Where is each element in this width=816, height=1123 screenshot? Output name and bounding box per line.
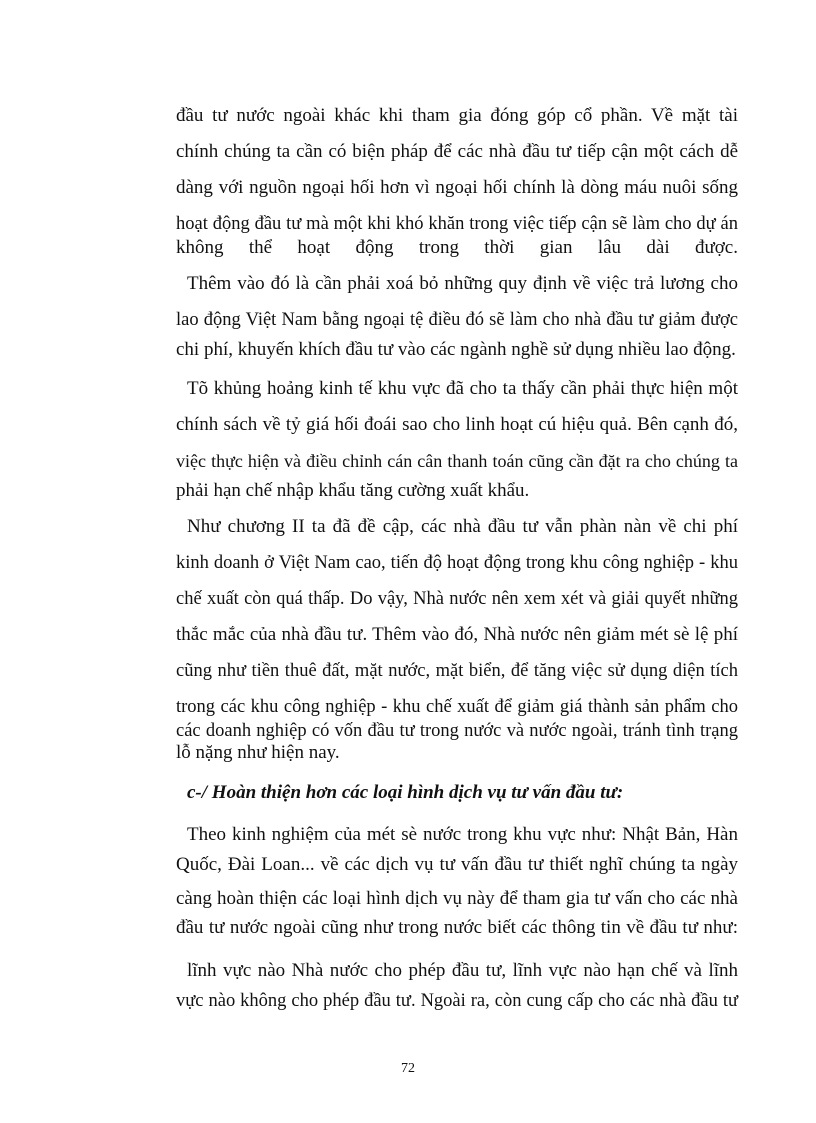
paragraph-5-line-2: Quốc, Đài Loan... về các dịch vụ tư vấn đầu tư thiết nghĩ chúng ta ngày (176, 854, 738, 875)
paragraph-1-line-5: không thể hoạt động trong thời gian lâu dài được. (176, 237, 738, 258)
paragraph-4-line-5: cũng như tiền thuê đất, mặt nước, mặt biển, để tăng việc sử dụng diện tích (176, 661, 738, 681)
paragraph-4-line-7: các doanh nghiệp có vốn đầu tư trong nước và nước ngoài, tránh tình trạng (176, 721, 738, 741)
paragraph-4-line-3: chế xuất còn quá thấp. Do vậy, Nhà nước nên xem xét và giải quyết những (176, 589, 738, 609)
paragraph-4-line-6: trong các khu công nghiệp - khu chế xuất để giảm giá thành sản phẩm cho (176, 697, 738, 717)
paragraph-5-line-3: càng hoàn thiện các loại hình dịch vụ này để tham gia tư vấn cho các nhà (176, 888, 738, 909)
page-number: 72 (401, 1061, 415, 1076)
paragraph-3-line-2: chính sách về tỷ giá hối đoái sao cho linh hoạt cú hiệu quả. Bên cạnh đó, (176, 414, 738, 435)
paragraph-2-line-3: chi phí, khuyến khích đầu tư vào các ngành nghề sử dụng nhiều lao động. (176, 339, 736, 360)
section-heading: c-/ Hoàn thiện hơn các loại hình dịch vụ tư vấn đầu tư: (187, 782, 624, 803)
paragraph-4-line-4: thắc mắc của nhà đầu tư. Thêm vào đó, Nhà nước nên giảm mét sè lệ phí (176, 624, 738, 645)
paragraph-1-line-2: chính chúng ta cần có biện pháp để các nhà đầu tư tiếp cận một cách dễ (176, 141, 738, 162)
paragraph-6-line-1: lĩnh vực nào Nhà nước cho phép đầu tư, lĩnh vực nào hạn chế và lĩnh (187, 960, 738, 981)
paragraph-2-line-2: lao động Việt Nam bằng ngoại tệ điều đó sẽ làm cho nhà đầu tư giảm được (176, 310, 738, 330)
paragraph-1-line-1: đầu tư nước ngoài khác khi tham gia đóng góp cổ phần. Về mặt tài (176, 105, 738, 126)
paragraph-4-line-1: Như chương II ta đã đề cập, các nhà đầu tư vẫn phàn nàn về chi phí (187, 516, 738, 537)
paragraph-6-line-2: vực nào không cho phép đầu tư. Ngoài ra, còn cung cấp cho các nhà đầu tư (176, 991, 738, 1011)
paragraph-5-line-1: Theo kinh nghiệm của mét sè nước trong khu vực như: Nhật Bản, Hàn (187, 824, 738, 845)
paragraph-3-line-3: việc thực hiện và điều chỉnh cán cân thanh toán cũng cần đặt ra cho chúng ta (176, 451, 738, 471)
paragraph-3-line-1: Tõ khủng hoảng kinh tế khu vực đã cho ta thấy cần phải thực hiện một (187, 378, 738, 399)
paragraph-4-line-2: kinh doanh ở Việt Nam cao, tiến độ hoạt động trong khu công nghiệp - khu (176, 553, 738, 573)
paragraph-4-line-8: lỗ nặng như hiện nay. (176, 742, 340, 763)
paragraph-3-line-4: phải hạn chế nhập khẩu tăng cường xuất khẩu. (176, 480, 530, 501)
paragraph-5-line-4: đầu tư nước ngoài cũng như trong nước biết các thông tin về đầu tư như: (176, 917, 738, 938)
paragraph-2-line-1: Thêm vào đó là cần phải xoá bỏ những quy định về việc trả lương cho (187, 273, 738, 294)
paragraph-1-line-4: hoạt động đầu tư mà một khi khó khăn trong việc tiếp cận sẽ làm cho dự án (176, 214, 738, 234)
paragraph-1-line-3: dàng với nguồn ngoại hối hơn vì ngoại hối chính là dòng máu nuôi sống (176, 177, 738, 198)
